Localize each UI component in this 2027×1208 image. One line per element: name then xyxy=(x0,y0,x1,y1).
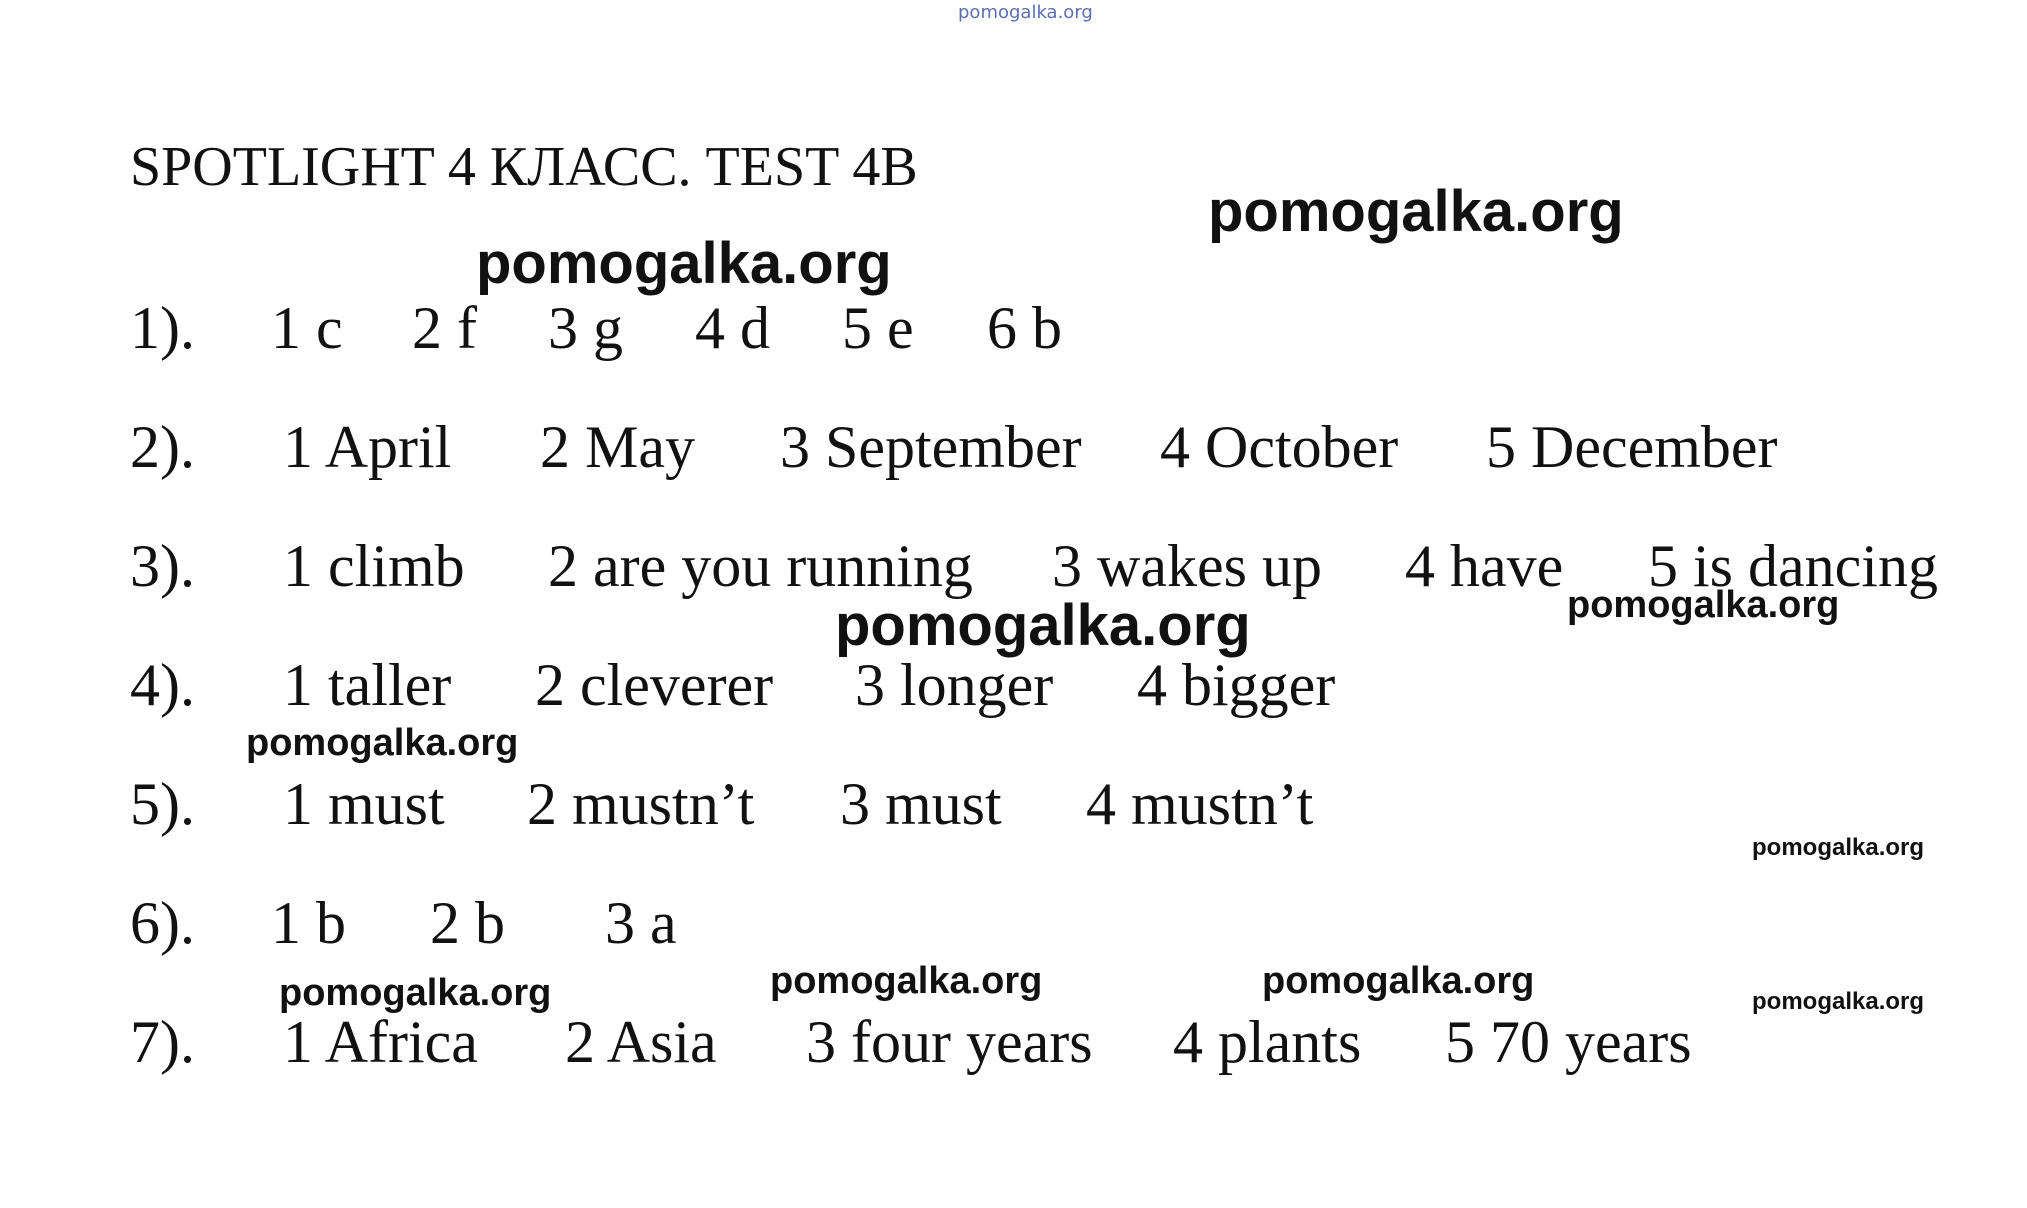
answer-number: 7). xyxy=(130,1009,195,1075)
answer-item: 3 four years xyxy=(806,1009,1093,1075)
top-site-mark: pomogalka.org xyxy=(958,2,1093,23)
answer-item: 3 g xyxy=(548,295,623,361)
watermark: pomogalka.org xyxy=(1208,179,1624,244)
answer-item: 4 bigger xyxy=(1137,652,1336,718)
answer-item: 2 Asia xyxy=(565,1009,717,1075)
answer-item: 5 e xyxy=(842,295,914,361)
answer-item: 6 b xyxy=(987,295,1062,361)
answer-item: 5 70 years xyxy=(1445,1009,1692,1075)
watermark: pomogalka.org xyxy=(1752,834,1925,861)
answer-item: 1 Africa xyxy=(283,1009,478,1075)
answer-row-2 xyxy=(130,407,2010,487)
answer-item: 1 c xyxy=(271,295,343,361)
watermark: pomogalka.org xyxy=(476,231,892,296)
watermark: pomogalka.org xyxy=(770,960,1043,1002)
answer-number: 4). xyxy=(130,652,195,718)
answer-item: 1 climb xyxy=(283,533,465,599)
answer-item: 2 f xyxy=(412,295,477,361)
watermark: pomogalka.org xyxy=(1567,584,1840,626)
watermark: pomogalka.org xyxy=(835,593,1251,658)
answer-row-1 xyxy=(130,288,2010,368)
answer-item: 3 wakes up xyxy=(1052,533,1322,599)
answer-item: 2 cleverer xyxy=(535,652,774,718)
page-title: SPOTLIGHT 4 КЛАСС. TEST 4B xyxy=(130,136,918,198)
answer-item: 1 b xyxy=(271,890,346,956)
answer-item: 1 April xyxy=(283,414,452,480)
answer-item: 2 b xyxy=(430,890,505,956)
answer-item: 3 a xyxy=(605,890,677,956)
answer-number: 3). xyxy=(130,533,195,599)
answer-item: 3 longer xyxy=(855,652,1054,718)
answer-item: 4 mustn’t xyxy=(1086,771,1314,837)
answer-item: 1 taller xyxy=(283,652,452,718)
answer-number: 5). xyxy=(130,771,195,837)
answer-item: 5 December xyxy=(1486,414,1778,480)
watermark: pomogalka.org xyxy=(1752,988,1925,1015)
answer-item: 5 is dancing xyxy=(1648,533,1938,599)
answer-row-5 xyxy=(130,764,2010,844)
answer-number: 6). xyxy=(130,890,195,956)
answer-item: 4 have xyxy=(1405,533,1564,599)
answer-item: 3 September xyxy=(780,414,1082,480)
watermark: pomogalka.org xyxy=(1262,960,1535,1002)
answer-item: 4 d xyxy=(695,295,770,361)
answer-item: 2 May xyxy=(540,414,695,480)
watermark: pomogalka.org xyxy=(279,972,552,1014)
answer-item: 2 mustn’t xyxy=(527,771,755,837)
answer-item: 3 must xyxy=(840,771,1002,837)
answer-row-6 xyxy=(130,883,2010,963)
answer-number: 1). xyxy=(130,295,195,361)
watermark: pomogalka.org xyxy=(246,722,519,764)
answer-item: 4 plants xyxy=(1173,1009,1362,1075)
answer-item: 4 October xyxy=(1160,414,1399,480)
answer-item: 2 are you running xyxy=(548,533,973,599)
answer-item: 1 must xyxy=(283,771,445,837)
answer-number: 2). xyxy=(130,414,195,480)
